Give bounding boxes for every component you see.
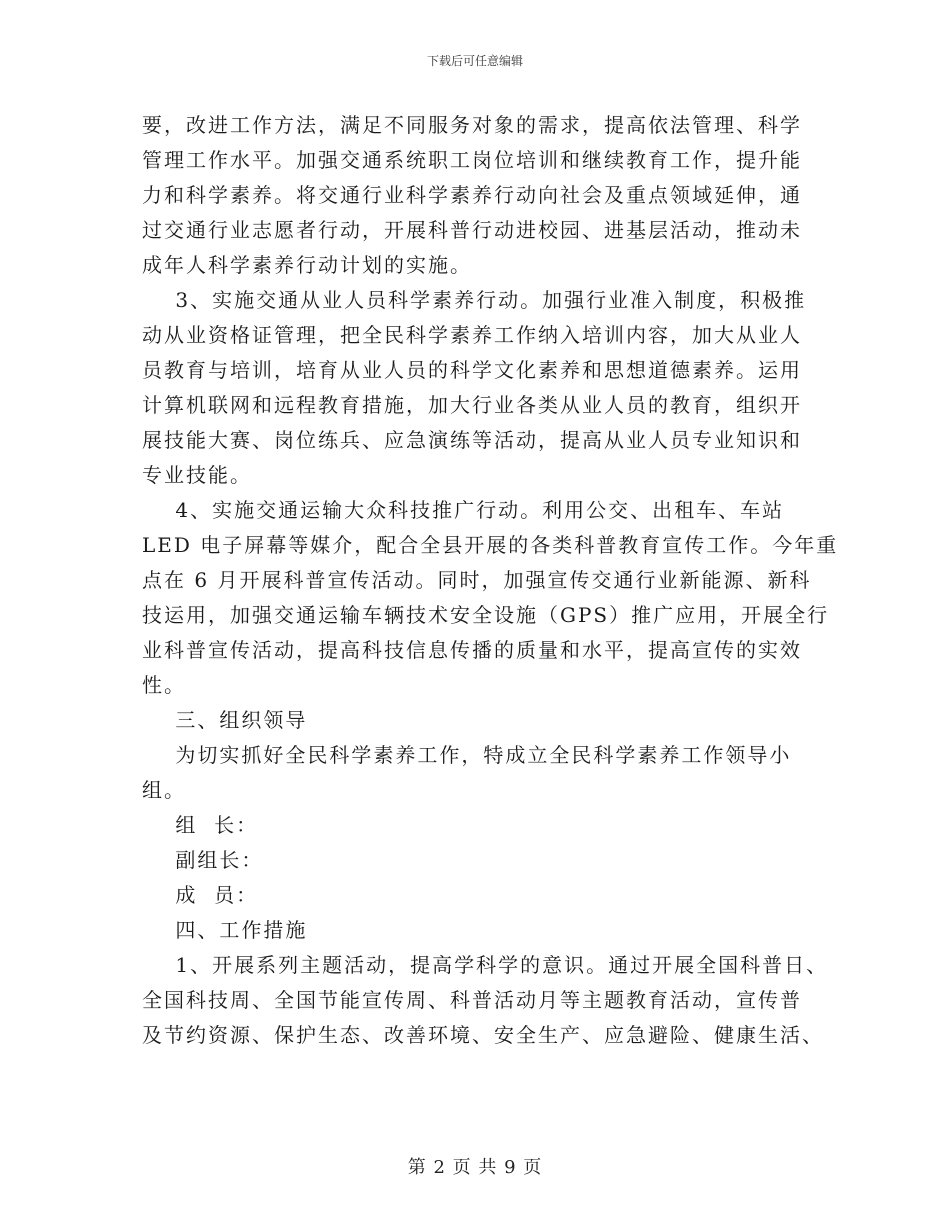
deputy-leader-field: 副组长： — [142, 848, 264, 872]
body-line: 管理工作水平。加强交通系统职工岗位培训和继续教育工作，提升能 — [142, 148, 802, 172]
body-line: 4、实施交通运输大众科技推广行动。利用公交、出租车、车站 — [142, 498, 785, 522]
body-line: 全国科技周、全国节能宣传周、科普活动月等主题教育活动，宣传普 — [142, 988, 802, 1012]
body-line: 展技能大赛、岗位练兵、应急演练等活动，提高从业人员专业知识和 — [142, 428, 802, 452]
body-line: 计算机联网和远程教育措施，加大行业各类从业人员的教育，组织开 — [142, 393, 802, 417]
leader-field: 组 长： — [142, 813, 259, 837]
body-line: 为切实抓好全民科学素养工作，特成立全民科学素养工作领导小 — [142, 743, 792, 767]
body-line: 业科普宣传活动，提高科技信息传播的质量和水平，提高宣传的实效 — [142, 638, 802, 662]
body-line: 力和科学素养。将交通行业科学素养行动向社会及重点领域延伸，通 — [142, 183, 802, 207]
body-line: 组。 — [142, 778, 186, 802]
body-line: 及节约资源、保护生态、改善环境、安全生产、应急避险、健康生活、 — [142, 1023, 824, 1047]
body-line: LED 电子屏幕等媒介，配合全县开展的各类科普教育宣传工作。今年重 — [142, 533, 839, 557]
body-line: 成年人科学素养行动计划的实施。 — [142, 253, 472, 277]
section-heading: 三、组织领导 — [142, 708, 308, 732]
document-body — [142, 108, 839, 1053]
body-line: 过交通行业志愿者行动，开展科普行动进校园、进基层活动，推动未 — [142, 218, 802, 242]
body-line: 专业技能。 — [142, 463, 252, 487]
body-line: 员教育与培训，培育从业人员的科学文化素养和思想道德素养。运用 — [142, 358, 802, 382]
page-number: 第 2 页 共 9 页 — [407, 1157, 543, 1178]
page-header-note: 下载后可任意编辑 — [426, 54, 523, 68]
body-line: 3、实施交通从业人员科学素养行动。加强行业准入制度，积极推 — [142, 288, 807, 312]
body-line: 1、开展系列主题活动，提高学科学的意识。通过开展全国科普日、 — [142, 953, 829, 977]
body-line: 性。 — [142, 673, 186, 697]
section-heading: 四、工作措施 — [142, 918, 308, 942]
member-field: 成 员： — [142, 883, 259, 907]
body-line: 要，改进工作方法，满足不同服务对象的需求，提高依法管理、科学 — [142, 113, 802, 137]
body-line: 点在 6 月开展科普宣传活动。同时，加强宣传交通行业新能源、新科 — [142, 568, 812, 592]
body-line: 动从业资格证管理，把全民科学素养工作纳入培训内容，加大从业人 — [142, 323, 802, 347]
body-line: 技运用，加强交通运输车辆技术安全设施（GPS）推广应用，开展全行 — [142, 603, 830, 627]
